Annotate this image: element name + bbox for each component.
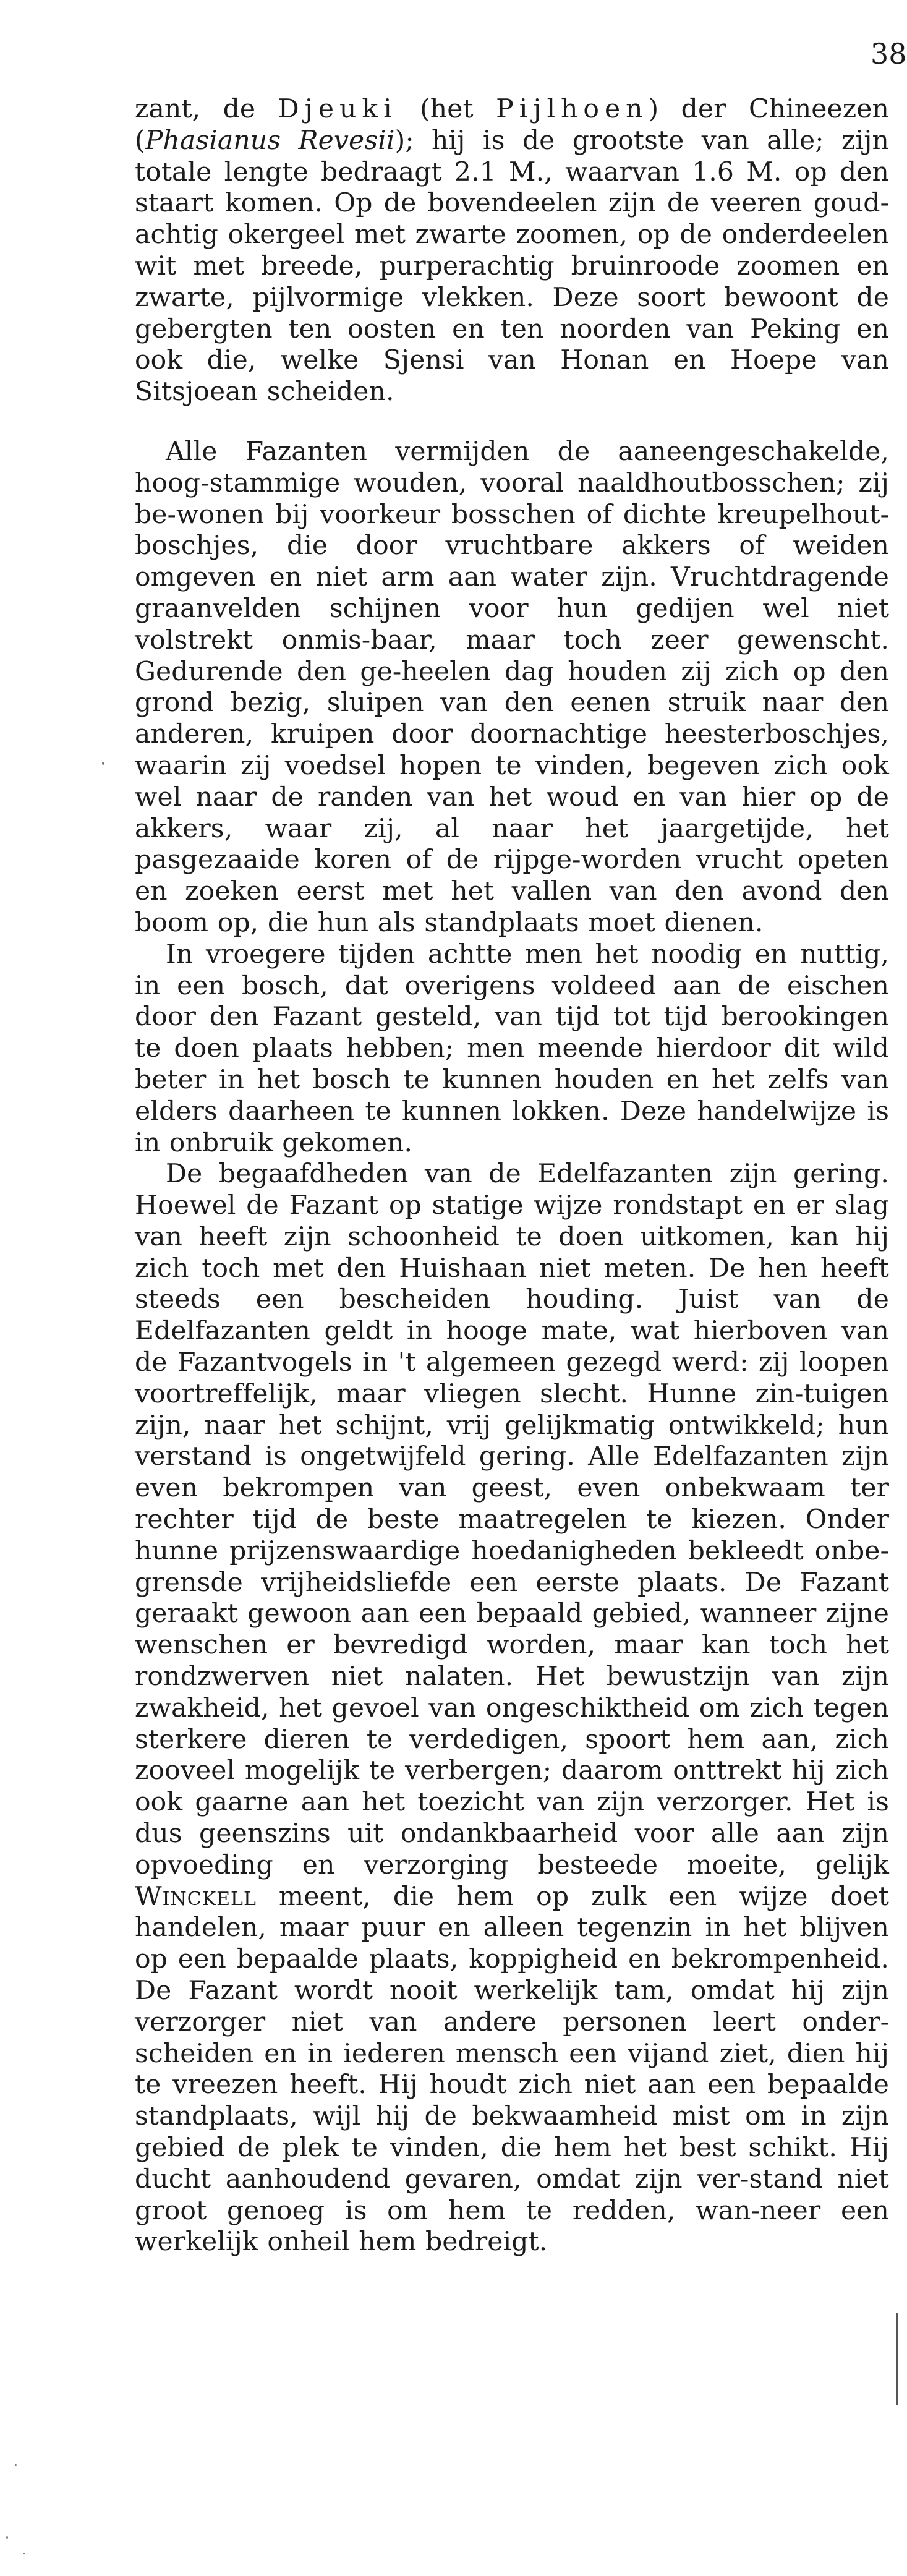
text-run: meent, die hem op zulk een wijze doet handelen, maar puur en alleen tegenzin in het blijven op een bepaalde plaats, koppigheid en bekrompenheid. De Fazant wordt nooit werkelijk tam, omdat hij zijn verzorger niet van andere personen leert onder-scheiden en in iederen mensch een vijand ziet, dien hij te vreezen heeft. Hij houdt zich niet aan een bepaalde standplaats, wijl hij de bekwaamheid mist om in zijn gebied de plek te vinden, die hem het best schikt. Hij ducht aanhoudend gevaren, omdat zijn ver-stand niet groot genoeg is om hem te redden, wan-neer een werkelijk onheil hem bedreigt. bbox=[135, 1881, 889, 2258]
latin-name: Phasianus Revesii bbox=[145, 125, 395, 156]
paper-speck bbox=[6, 2536, 8, 2539]
paper-speck bbox=[102, 762, 104, 765]
species-name-pijlhoen: Pijlhoen bbox=[496, 94, 649, 124]
text-column bbox=[135, 94, 889, 2258]
text-run: ) der Chineezen ( bbox=[135, 94, 889, 156]
text-run: De begaafdheden van de Edelfazanten zijn gering. Hoewel de Fazant op statige wijze rondstapt en er slag van heeft zijn schoonheid te doen uitkomen, kan hij zich toch met den Huishaan niet meten. De hen heeft steeds een bescheiden houding. Juist van de Edelfazanten geldt in hooge mate, wat hierboven van de Fazantvogels in 't algemeen gezegd werd: zij loopen voortreffelijk, maar vliegen slecht. Hunne zin-tuigen zijn, naar het schijnt, vrij gelijkmatig ontwikkeld; hun verstand is ongetwijfeld gering. Alle Edelfazanten zijn even bekrompen van geest, even onbekwaam ter rechter tijd de beste maatregelen te kiezen. Onder hunne prijzenswaardige hoedanigheden bekleedt onbe-grensde vrijheidsliefde een eerste plaats. De Fazant geraakt gewoon aan een bepaald gebied, wanneer zijne wenschen er bevredigd worden, maar kan toch het rondzwerven niet nalaten. Het bewustzijn van zijn zwakheid, het gevoel van ongeschiktheid om zich tegen sterkere dieren te verdedigen, spoort hem aan, zich zooveel mogelijk te verbergen; daarom onttrekt hij zich ook gaarne aan het toezicht van zijn verzorger. Het is dus geenszins uit ondankbaarheid voor alle aan zijn opvoeding en verzorging besteede moeite, gelijk bbox=[135, 1159, 889, 1880]
paragraph-smoking: In vroegere tijden achtte men het noodig en nuttig, in een bosch, dat overigens voldeed aan de eischen door den Fazant gesteld, van tijd tot tijd berookingen te doen plaats hebben; men meende hierdoor dit wild beter in het bosch te kunnen houden en het zelfs van elders daarheen te kunnen lokken. Deze handelwijze is in onbruik gekomen. bbox=[135, 939, 889, 1158]
author-name: Winckell bbox=[135, 1881, 257, 1912]
text-run: (het bbox=[397, 94, 496, 124]
text-run: zant, de bbox=[135, 94, 278, 124]
species-name-djeuki: Djeuki bbox=[278, 94, 398, 124]
paragraph-habitat: Alle Fazanten vermijden de aaneengeschakelde, hoog-stammige wouden, vooral naaldhoutbosschen; zij be-wonen bij voorkeur bosschen of dichte kreupelhout-boschjes, die door vruchtbare akkers of weiden omgeven en niet arm aan water zijn. Vruchtdragende graanvelden schijnen voor hun gedijen wel niet volstrekt onmis-baar, maar toch zeer gewenscht. Gedurende den ge-heelen dag houden zij zich op den grond bezig, sluipen van den eenen struik naar den anderen, kruipen door doornachtige heesterboschjes, waarin zij voedsel hopen te vinden, begeven zich ook wel naar de randen van het woud en van hier op de akkers, waar zij, al naar het jaargetijde, het pasgezaaide koren of de rijpge-worden vrucht opeten en zoeken eerst met het vallen van den avond den boom op, die hun als standplaats moet dienen. bbox=[135, 436, 889, 938]
paper-speck bbox=[15, 2464, 17, 2466]
paragraph-djeuki bbox=[135, 94, 889, 408]
text-run: ); hij is de grootste van alle; zijn totale lengte bedraagt 2.1 M., waarvan 1.6 M. op den staart komen. Op de bovendeelen zijn de veeren goud-achtig okergeel met zwarte zoomen, op de onderdeelen wit met breede, purperachtig bruinroode zoomen en zwarte, pijlvormige vlekken. Deze soort bewoont de gebergten ten oosten en ten noorden van Peking en ook die, welke Sjensi van Honan en Hoepe van Sitsjoean scheiden. bbox=[135, 125, 889, 407]
paper-speck bbox=[23, 2553, 25, 2554]
page-number: 38 bbox=[871, 37, 907, 70]
paragraph-abilities bbox=[135, 1159, 889, 2258]
margin-rule bbox=[896, 2313, 898, 2405]
